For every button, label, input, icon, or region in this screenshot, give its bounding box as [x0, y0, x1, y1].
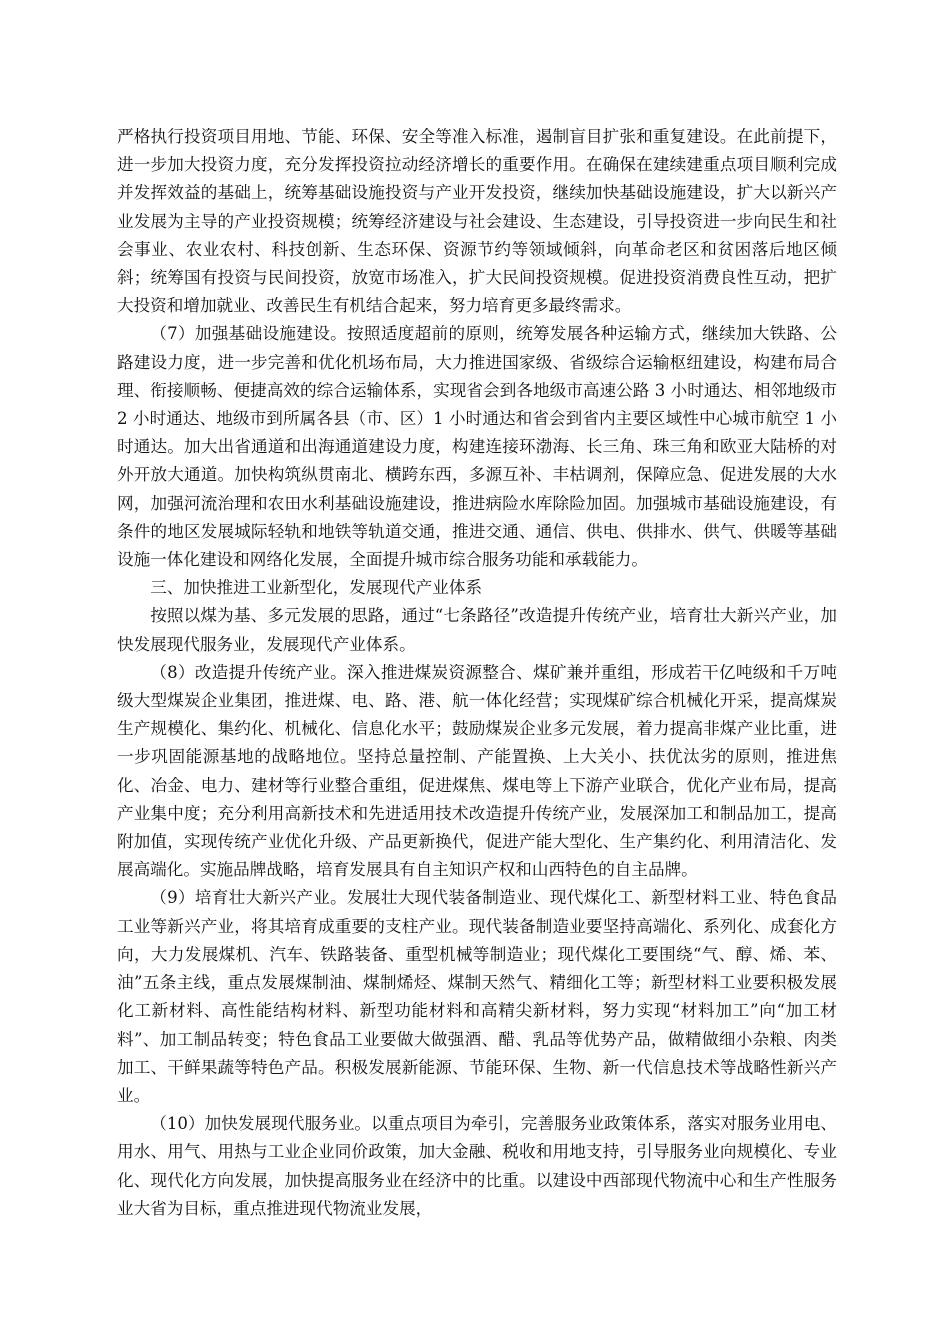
- paragraph-investment-continued: 严格执行投资项目用地、节能、环保、安全等准入标准，遏制盲目扩张和重复建设。在此前提下，进一步加大投资力度，充分发挥投资拉动经济增长的重要作用。在确保在建续建重点项目顺利完成并发挥效益的基础上，统筹基础设施投资与产业开发投资，继续加快基础设施建设，扩大以新兴产业发展为主导的产业投资规模；统筹经济建设与社会建设、生态建设，引导投资进一步向民生和社会事业、农业农村、科技创新、生态环保、资源节约等领域倾斜，向革命老区和贫困落后地区倾斜；统筹国有投资与民间投资，放宽市场准入，扩大民间投资规模。促进投资消费良性互动，把扩大投资和增加就业、改善民生有机结合起来，努力培育更多最终需求。: [117, 127, 837, 316]
- paragraph-modern-services: （10）加快发展现代服务业。以重点项目为牵引，完善服务业政策体系，落实对服务业用电、用水、用气、用热与工业企业同价政策，加大金融、税收和用地支持，引导服务业向规模化、专业化、现代化方向发展，加快提高服务业在经济中的比重。以建设中西部现代物流中心和生产性服务业大省为目标，重点推进现代物流业发展，: [117, 1114, 837, 1218]
- paragraph-industry-intro: 按照以煤为基、多元发展的思路，通过“七条路径”改造提升传统产业，培育壮大新兴产业，加快发展现代服务业，发展现代产业体系。: [117, 606, 837, 654]
- document-page: [117, 123, 837, 1223]
- section-heading-industry: 三、加快推进工业新型化，发展现代产业体系: [150, 578, 483, 598]
- paragraph-traditional-industry: （8）改造提升传统产业。深入推进煤炭资源整合、煤矿兼并重组，形成若干亿吨级和千万吨级大型煤炭企业集团，推进煤、电、路、港、航一体化经营；实现煤矿综合机械化开采，提高煤炭生产规模化、集约化、机械化、信息化水平；鼓励煤炭企业多元发展，着力提高非煤产业比重，进一步巩固能源基地的战略地位。坚持总量控制、产能置换、上大关小、扶优汰劣的原则，推进焦化、冶金、电力、建材等行业整合重组，促进煤焦、煤电等上下游产业联合，优化产业布局，提高产业集中度；充分利用高新技术和先进适用技术改造提升传统产业，发展深加工和制品加工，提高附加值，实现传统产业优化升级、产品更新换代，促进产能大型化、生产集约化、利用清洁化、发展高端化。实施品牌战略，培育发展具有自主知识产权和山西特色的自主品牌。: [117, 662, 837, 880]
- paragraph-infrastructure: （7）加强基础设施建设。按照适度超前的原则，统筹发展各种运输方式，继续加大铁路、公路建设力度，进一步完善和优化机场布局，大力推进国家级、省级综合运输枢纽建设，构建布局合理、衔接顺畅、便捷高效的综合运输体系，实现省会到各地级市高速公路 3 小时通达、相邻地级市 2 小时通达、地级市到所属各县（市、区）1 小时通达和省会到省内主要区域性中心城市航空 1 小时通达。加大出省通道和出海通道建设力度，构建连接环渤海、长三角、珠三角和欧亚大陆桥的对外开放大通道。加快构筑纵贯南北、横跨东西，多源互补、丰枯调剂，保障应急、促进发展的大水网，加强河流治理和农田水利基础设施建设，推进病险水库除险加固。加强城市基础设施建设，有条件的地区发展城际轻轨和地铁等轨道交通，推进交通、通信、供电、供排水、供气、供暖等基础设施一体化建设和网络化发展，全面提升城市综合服务功能和承载能力。: [117, 324, 837, 570]
- paragraph-emerging-industry: （9）培育壮大新兴产业。发展壮大现代装备制造业、现代煤化工、新型材料工业、特色食品工业等新兴产业，将其培育成重要的支柱产业。现代装备制造业要坚持高端化、系列化、成套化方向，大力发展煤机、汽车、铁路装备、重型机械等制造业；现代煤化工要围绕“气、醇、烯、苯、油”五条主线，重点发展煤制油、煤制烯烃、煤制天然气、精细化工等；新型材料工业要积极发展化工新材料、高性能结构材料、新型功能材料和高精尖新材料，努力实现“材料加工”向“加工材料”、加工制品转变；特色食品工业要做大做强酒、醋、乳品等优势产品，做精做细小杂粮、肉类加工、干鲜果蔬等特色产品。积极发展新能源、节能环保、生物、新一代信息技术等战略性新兴产业。: [117, 888, 837, 1105]
